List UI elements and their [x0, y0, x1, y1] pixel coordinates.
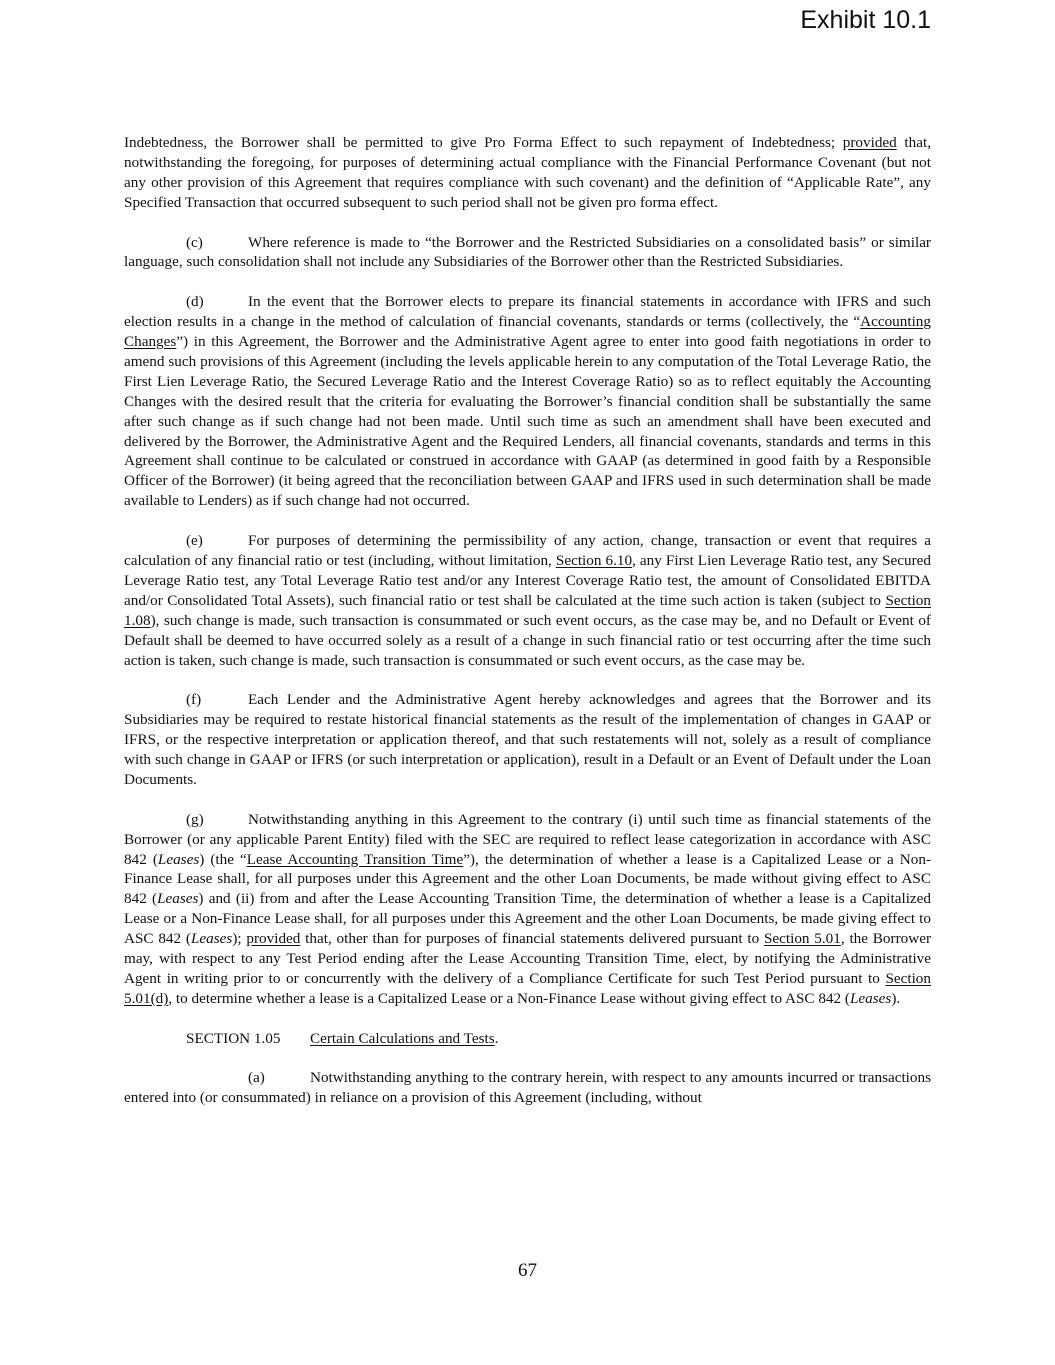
italic-leases: Leases: [157, 890, 199, 908]
clause-label-a: (a): [248, 1069, 265, 1087]
paragraph-c: [124, 233, 931, 273]
text-run: In the event that the Borrower elects to prepare its financial statements in accordance with IFRS and such election results in a change in the method of calculation of financial covenants, standards or terms (collectively, the “: [124, 293, 931, 331]
page-number: 67: [518, 1260, 537, 1281]
cross-reference-section-5-01-d: Section 5.01(d): [124, 969, 931, 1007]
clause-label-e: (e): [186, 532, 203, 550]
text-run: For purposes of determining the permissibility of any action, change, transaction or event that requires a calculation of any financial ratio or test (including, without limitation,: [124, 532, 931, 569]
text-run: );: [232, 930, 247, 948]
clause-label-d: (d): [186, 293, 204, 311]
text-run: Where reference is made to “the Borrower and the Restricted Subsidiaries on a consolidated basis” or similar language, such consolidation shall not include any Subsidiaries of the Borrower other than the Restricted Subsidiaries.: [124, 233, 931, 271]
text-run: Notwithstanding anything to the contrary herein, with respect to any amounts incurred or transactions entered into (or consummated) in reliance on a provision of this Agreement (including, without: [124, 1069, 931, 1107]
text-run: Notwithstanding anything in this Agreement to the contrary (i) until such time as financial statements of the Borrower (or any applicable Parent Entity) filed with the SEC are required to reflect lease categorization in accordance with ASC 842 (: [124, 810, 931, 868]
text-run: Each Lender and the Administrative Agent hereby acknowledges and agrees that the Borrower and its Subsidiaries may be required to restate historical financial statements as the result of the implementation of changes in GAAP or IFRS, or the respective interpretation or application thereof, and that such restatements will not, solely as a result of compliance with such change in GAAP or IFRS (or such interpretation or application), result in a Default or an Event of Default under the Loan Documents.: [124, 691, 931, 788]
text-run: ”) in this Agreement, the Borrower and the Administrative Agent agree to enter into good faith negotiations in order to amend such provisions of this Agreement (including the levels applicable herein to any computation of the Total Leverage Ratio, the First Lien Leverage Ratio, the Secured Leverage Ratio and the Interest Coverage Ratio) so as to reflect equitably the Accounting Changes with the desired result that the criteria for evaluating the Borrower’s financial condition shall be substantially the same after such change as if such change had not been made. Until such time as such an amendment shall have been executed and delivered by the Borrower, the Administrative Agent and the Required Lenders, all financial covenants, standards and terms in this Agreement shall continue to be calculated or construed in accordance with GAAP (as determined in good faith by a Responsible Officer of the Borrower) (it being agreed that the reconciliation between GAAP and IFRS used in such determination shall be made available to Lenders) as if such change had not occurred.: [124, 333, 931, 510]
text-run: that, notwithstanding the foregoing, for purposes of determining actual compliance with the Financial Performance Covenant (but not any other provision of this Agreement that requires compliance with such covenant) and the definition of “Applicable Rate”, any Specified Transaction that occurred subsequent to such period shall not be given pro forma effect.: [124, 134, 931, 211]
paragraph-d: [124, 292, 931, 511]
section-title-suffix: .: [494, 1029, 499, 1047]
text-run: ).: [891, 989, 901, 1007]
defined-term-lease-accounting-transition-time: Lease Accounting Transition Time: [246, 850, 464, 868]
text-run: , the Borrower may, with respect to any Test Period ending after the Lease Accounting Transition Time, elect, by notifying the Administrative Agent in writing prior to or concurrently with the delivery of a Compliance Certificate for such Test Period pursuant to: [124, 930, 931, 987]
text-run: ) (the “: [199, 850, 247, 868]
clause-label-f: (f): [186, 691, 202, 709]
italic-leases: Leases: [849, 989, 892, 1007]
cross-reference-section-1-08: Section 1.08: [124, 591, 931, 629]
term-provided: provided: [842, 134, 897, 151]
defined-term-accounting-changes: Accounting Changes: [124, 313, 931, 351]
paragraph-f: [124, 690, 931, 790]
paragraph-a: [124, 1068, 931, 1108]
paragraph-g: [124, 810, 931, 1009]
clause-label-g: (g): [186, 810, 204, 828]
text-run: ”), the determination of whether a lease is a Capitalized Lease or a Non-Finance Lease shall, for all purposes under this Agreement and the other Loan Documents, be made without giving effect to ASC 842 (: [124, 850, 931, 908]
section-heading: [124, 1029, 931, 1049]
text-run: ), such change is made, such transaction is consummated or such event occurs, as the case may be, and no Default or Event of Default shall be deemed to have occurred solely as a result of a change in such financial ratio or test occurring after the time such action is taken, such change is made, such transaction is consummated or such event occurs, as the case may be.: [124, 611, 931, 669]
text-run: that, other than for purposes of financial statements delivered pursuant to: [300, 930, 764, 948]
text-run: Indebtedness, the Borrower shall be permitted to give Pro Forma Effect to such repayment of Indebtedness;: [124, 134, 843, 151]
text-run: ) and (ii) from and after the Lease Accounting Transition Time, the determination of whether a lease is a Capitalized Lease or a Non-Finance Lease shall, for all purposes under this Agreement and the other Loan Documents, be made giving effect to ASC 842 (: [124, 890, 931, 948]
italic-leases: Leases: [157, 850, 200, 868]
term-provided: provided: [246, 930, 301, 948]
clause-label-c: (c): [186, 233, 203, 251]
cross-reference-section-6-10: Section 6.10: [555, 551, 633, 569]
section-title: Certain Calculations and Tests: [310, 1029, 495, 1047]
paragraph-e: [124, 531, 931, 670]
text-run: , any First Lien Leverage Ratio test, any Secured Leverage Ratio test, any Total Leverage Ratio test and/or any Interest Coverage Ratio test, the amount of Consolidated EBITDA and/or Consolidated Total Assets), such financial ratio or test shall be calculated at the time such action is taken (subject to: [124, 551, 932, 609]
paragraph-b-continued: [124, 133, 931, 213]
cross-reference-section-5-01: Section 5.01: [763, 930, 841, 948]
italic-leases: Leases: [190, 930, 233, 948]
exhibit-label: Exhibit 10.1: [800, 6, 931, 34]
document-body: [124, 133, 931, 1128]
section-number: SECTION 1.05: [186, 1029, 281, 1047]
text-run: , to determine whether a lease is a Capitalized Lease or a Non-Finance Lease without giving effect to ASC 842 (: [168, 989, 850, 1007]
